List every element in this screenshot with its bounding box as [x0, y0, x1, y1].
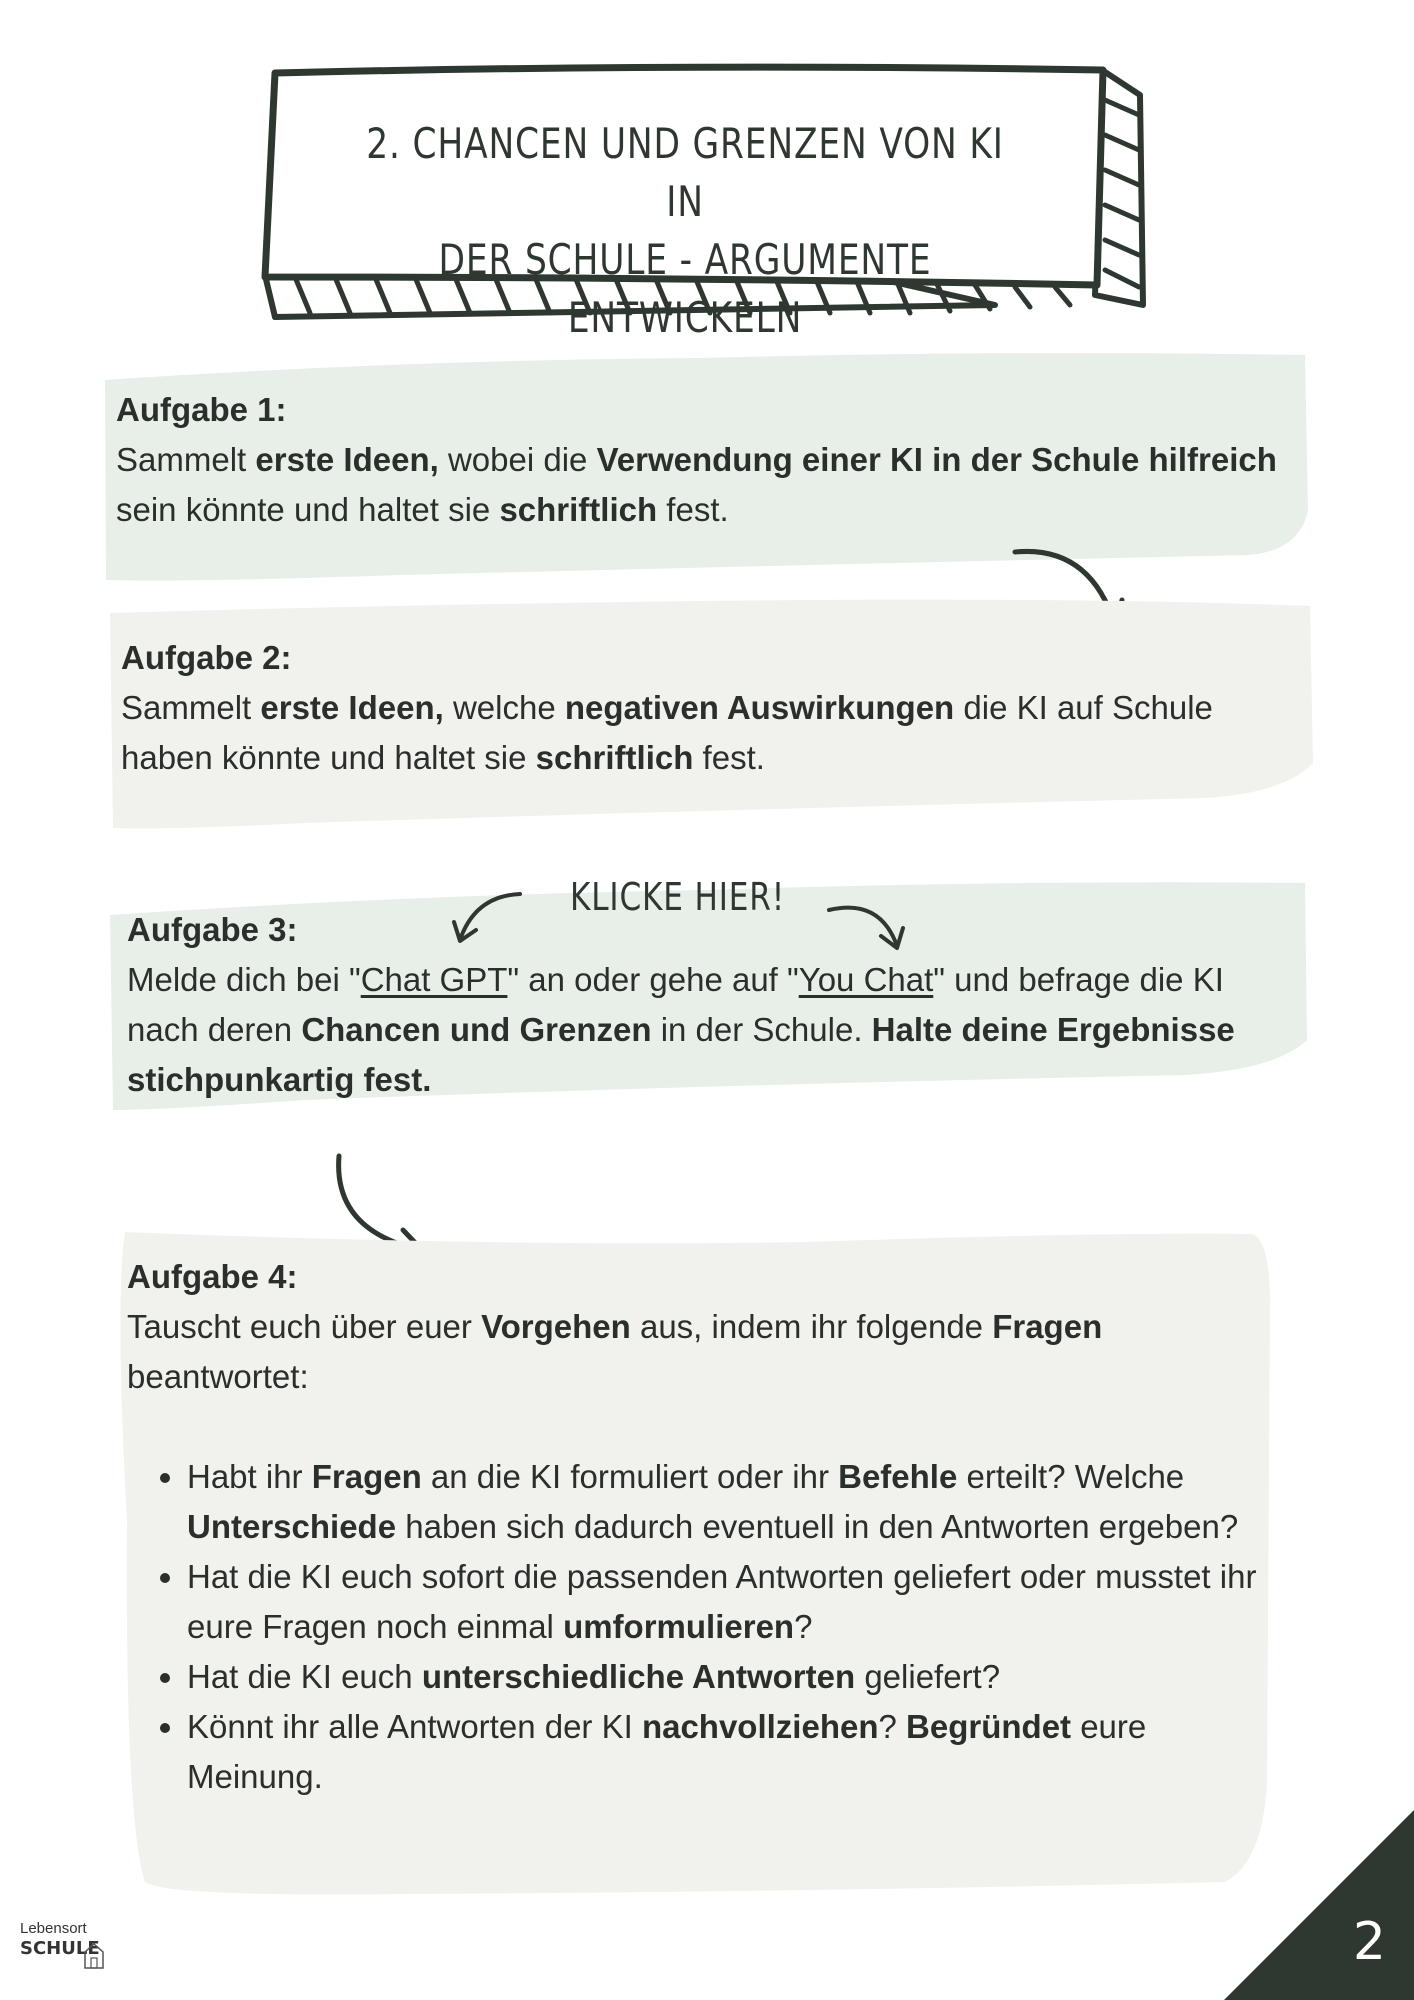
- house-icon: [82, 1940, 106, 1970]
- bold-text: Fragen: [311, 1458, 422, 1495]
- bold-text: nachvollziehen: [641, 1708, 879, 1745]
- task-1-text: [116, 385, 1296, 535]
- task-2-heading: Aufgabe 2:: [121, 639, 292, 676]
- bold-text: erste Ideen,: [260, 689, 444, 726]
- list-item: [187, 1552, 1277, 1652]
- task-4-box: [105, 1222, 1275, 1902]
- text: eure Meinung.: [187, 1708, 1147, 1795]
- task-4-heading: Aufgabe 4:: [127, 1258, 298, 1295]
- text: " an oder gehe auf ": [507, 961, 799, 998]
- bold-text: schriftlich: [499, 491, 658, 528]
- logo-line-2: SCHULE: [20, 1938, 100, 1959]
- bold-text: Verwendung einer KI in der Schule hilfreich: [596, 441, 1277, 478]
- text: fest.: [693, 739, 765, 776]
- text: Könnt ihr alle Antworten der KI: [187, 1708, 642, 1745]
- text: in der Schule.: [651, 1011, 872, 1048]
- arrow-right-icon: [825, 898, 905, 953]
- list-item: [187, 1452, 1277, 1552]
- text: erteilt? Welche: [957, 1458, 1185, 1495]
- bold-text: negativen Auswirkungen: [564, 689, 955, 726]
- logo-line-1: Lebensort: [20, 1920, 87, 1937]
- arrow-left-icon: [450, 888, 525, 948]
- text: ?: [794, 1608, 813, 1645]
- title-line-2: DER SCHULE - ARGUMENTE ENTWICKELN: [438, 235, 932, 342]
- bold-text: Befehle: [838, 1458, 958, 1495]
- bold-text: Halte deine Ergebnisse stichpunkartig fest.: [127, 1011, 1235, 1098]
- task-3-text: [127, 905, 1297, 1105]
- text: geliefert?: [855, 1658, 1001, 1695]
- text: fest.: [657, 491, 729, 528]
- bold-text: Unterschiede: [187, 1508, 397, 1545]
- chat-gpt-link[interactable]: Chat GPT: [360, 961, 508, 998]
- text: Sammelt: [121, 689, 261, 726]
- text: Hat die KI euch sofort die passenden Antworten geliefert oder musstet ihr eure Fragen noch einmal: [187, 1558, 1257, 1645]
- text: Melde dich bei ": [127, 961, 361, 998]
- text: haben sich dadurch eventuell in den Antworten ergeben?: [396, 1508, 1239, 1545]
- text: sein könnte und haltet sie: [116, 491, 500, 528]
- text: an die KI formuliert oder ihr: [421, 1458, 839, 1495]
- text: welche: [443, 689, 565, 726]
- title-banner: [255, 55, 1155, 342]
- text: ?: [878, 1708, 907, 1745]
- bold-text: Vorgehen: [481, 1308, 631, 1345]
- list-item: [187, 1702, 1277, 1802]
- text: die KI auf Schule haben könnte und haltet sie: [121, 689, 1213, 776]
- text: aus, indem ihr folgende: [630, 1308, 993, 1345]
- bold-text: Begründet: [906, 1708, 1072, 1745]
- bold-text: schriftlich: [535, 739, 694, 776]
- text: " und befrage die KI nach deren: [127, 961, 1224, 1048]
- task-2-box: [105, 598, 1315, 833]
- list-item: [187, 1652, 1277, 1702]
- bold-text: Fragen: [992, 1308, 1103, 1345]
- text: wobei die: [438, 441, 597, 478]
- bold-text: erste Ideen,: [255, 441, 439, 478]
- bold-text: unterschiedliche Antworten: [421, 1658, 856, 1695]
- task-1-heading: Aufgabe 1:: [116, 391, 287, 428]
- page-title: [349, 115, 1021, 347]
- task-2-text: [121, 633, 1301, 783]
- lebensort-schule-logo: [20, 1920, 110, 1980]
- text: Hat die KI euch: [187, 1658, 422, 1695]
- bold-text: umformulieren: [563, 1608, 795, 1645]
- text: Tauscht euch über euer: [127, 1308, 482, 1345]
- task-3-heading: Aufgabe 3:: [127, 911, 298, 948]
- page-number: 2: [1352, 1912, 1386, 1972]
- task-4-text: [127, 1252, 1277, 1802]
- text: Sammelt: [116, 441, 256, 478]
- question-list: [127, 1452, 1277, 1802]
- text: beantwortet:: [127, 1358, 309, 1395]
- title-line-1: 2. CHANCEN UND GRENZEN VON KI IN: [366, 119, 1004, 226]
- bold-text: Chancen und Grenzen: [301, 1011, 652, 1048]
- text: Habt ihr: [187, 1458, 312, 1495]
- you-chat-link[interactable]: You Chat: [798, 961, 934, 998]
- click-here-callout: KLICKE HIER!: [570, 875, 786, 919]
